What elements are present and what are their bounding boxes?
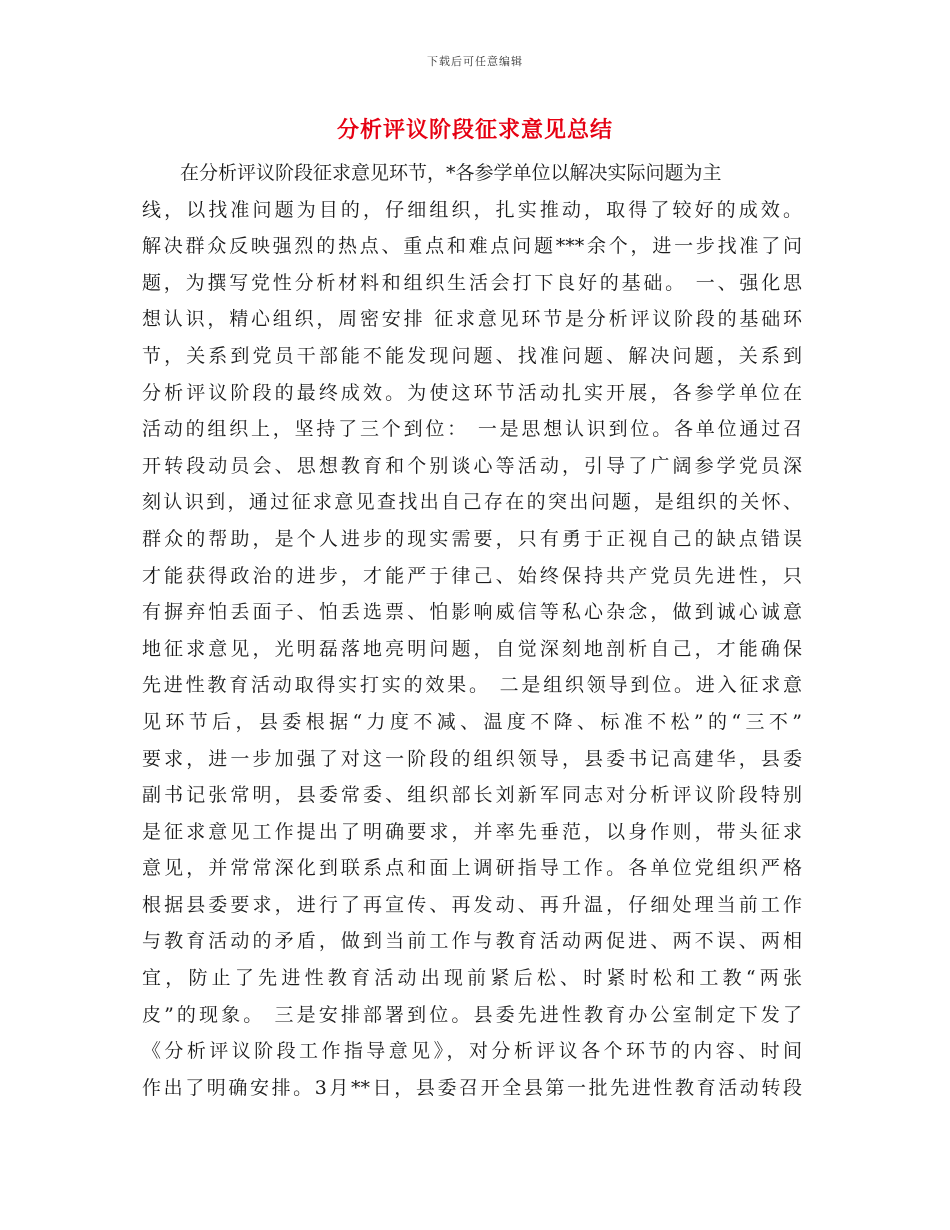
body-line: 线，以找准问题为目的，仔细组织，扎实推动，取得了较好的成效。 <box>142 198 802 221</box>
body-line: 才能获得政治的进步，才能严于律己、始终保持共产党员先进性，只 <box>142 564 802 587</box>
body-line: 想认识，精心组织，周密安排 征求意见环节是分析评议阶段的基础环 <box>142 308 802 331</box>
body-line: 活动的组织上，坚持了三个到位： 一是思想认识到位。各单位通过召 <box>142 418 802 441</box>
body-line: 宜，防止了先进性教育活动出现前紧后松、时紧时松和工教“两张 <box>142 967 802 990</box>
body-line: 作出了明确安排。3月**日，县委召开全县第一批先进性教育活动转段 <box>142 1076 802 1099</box>
body-line: 分析评议阶段的最终成效。为使这环节活动扎实开展，各参学单位在 <box>142 381 802 404</box>
body-line: 根据县委要求，进行了再宣传、再发动、再升温，仔细处理当前工作 <box>142 893 802 916</box>
body-line: 有摒弃怕丢面子、怕丢选票、怕影响威信等私心杂念，做到诚心诚意 <box>142 601 802 624</box>
body-line: 先进性教育活动取得实打实的效果。 二是组织领导到位。进入征求意 <box>142 674 802 697</box>
body-line: 见环节后，县委根据“力度不减、温度不降、标准不松”的“三不” <box>142 710 802 733</box>
body-line: 地征求意见，光明磊落地亮明问题，自觉深刻地剖析自己，才能确保 <box>142 637 802 660</box>
body-line: 意见，并常常深化到联系点和面上调研指导工作。各单位党组织严格 <box>142 857 802 880</box>
body-line: 题，为撰写党性分析材料和组织生活会打下良好的基础。 一、强化思 <box>142 271 802 294</box>
body-line: 与教育活动的矛盾，做到当前工作与教育活动两促进、两不误、两相 <box>142 930 802 953</box>
body-line: 皮”的现象。 三是安排部署到位。县委先进性教育办公室制定下发了 <box>142 1003 802 1026</box>
document-body <box>142 155 802 1106</box>
body-line: 《分析评议阶段工作指导意见》，对分析评议各个环节的内容、时间 <box>142 1040 802 1063</box>
body-line: 节，关系到党员干部能不能发现问题、找准问题、解决问题，关系到 <box>142 344 802 367</box>
body-line: 要求，进一步加强了对这一阶段的组织领导，县委书记高建华，县委 <box>142 747 802 770</box>
body-line: 开转段动员会、思想教育和个别谈心等活动，引导了广阔参学党员深 <box>142 454 802 477</box>
body-line: 是征求意见工作提出了明确要求，并率先垂范，以身作则，带头征求 <box>142 820 802 843</box>
body-line: 在分析评议阶段征求意见环节，*各参学单位以解决实际问题为主 <box>142 162 722 184</box>
document-title: 分析评议阶段征求意见总结 <box>336 118 613 143</box>
body-line: 群众的帮助，是个人进步的现实需要，只有勇于正视自己的缺点错误 <box>142 527 802 550</box>
header-note: 下载后可任意编辑 <box>427 55 523 68</box>
body-line: 解决群众反映强烈的热点、重点和难点问题***余个，进一步找准了问 <box>142 235 802 258</box>
body-line: 副书记张常明，县委常委、组织部长刘新军同志对分析评议阶段特别 <box>142 784 802 807</box>
body-line: 刻认识到，通过征求意见查找出自己存在的突出问题，是组织的关怀、 <box>142 491 802 514</box>
